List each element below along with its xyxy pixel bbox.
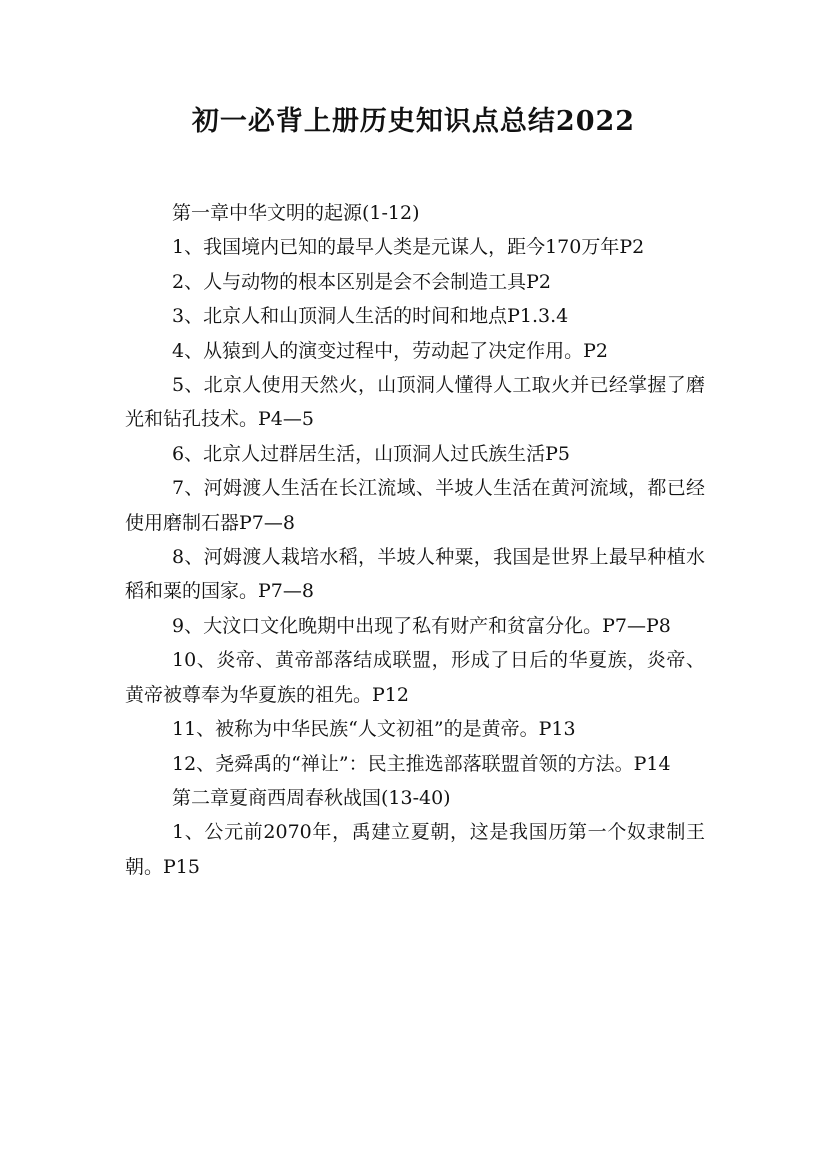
paragraph: 2、人与动物的根本区别是会不会制造工具P2 <box>172 270 551 293</box>
document-body <box>125 196 705 884</box>
paragraph: 7、河姆渡人生活在长江流域、半坡人生活在黄河流域，都已经使用磨制石器P7—8 <box>125 477 705 534</box>
chapter-heading: 第一章中华文明的起源(1-12) <box>172 202 420 224</box>
paragraph: 1、我国境内已知的最早人类是元谋人，距今170万年P2 <box>172 236 645 259</box>
chapter-heading: 第二章夏商西周春秋战国(13-40) <box>172 786 451 809</box>
paragraph: 6、北京人过群居生活，山顶洞人过氏族生活P5 <box>172 442 570 465</box>
paragraph: 9、大汶口文化晚期中出现了私有财产和贫富分化。P7—P8 <box>172 614 671 637</box>
paragraph: 1、公元前2070年，禹建立夏朝，这是我国历第一个奴隶制王朝。P15 <box>125 821 705 878</box>
paragraph: 4、从猿到人的演变过程中，劳动起了决定作用。P2 <box>172 339 608 362</box>
paragraph: 8、河姆渡人栽培水稻，半坡人种粟，我国是世界上最早种植水稻和粟的国家。P7—8 <box>125 546 705 603</box>
document-title: 初一必背上册历史知识点总结2022 <box>191 106 636 137</box>
paragraph: 3、北京人和山顶洞人生活的时间和地点P1.3.4 <box>172 305 569 328</box>
paragraph: 11、被称为中华民族“人文初祖”的是黄帝。P13 <box>172 718 576 741</box>
paragraph: 5、北京人使用天然火，山顶洞人懂得人工取火并已经掌握了磨光和钻孔技术。P4—5 <box>125 374 705 431</box>
paragraph: 10、炎帝、黄帝部落结成联盟，形成了日后的华夏族，炎帝、黄帝被尊奉为华夏族的祖先。P12 <box>125 649 705 706</box>
paragraph: 12、尧舜禹的“禅让”：民主推选部落联盟首领的方法。P14 <box>172 752 671 775</box>
